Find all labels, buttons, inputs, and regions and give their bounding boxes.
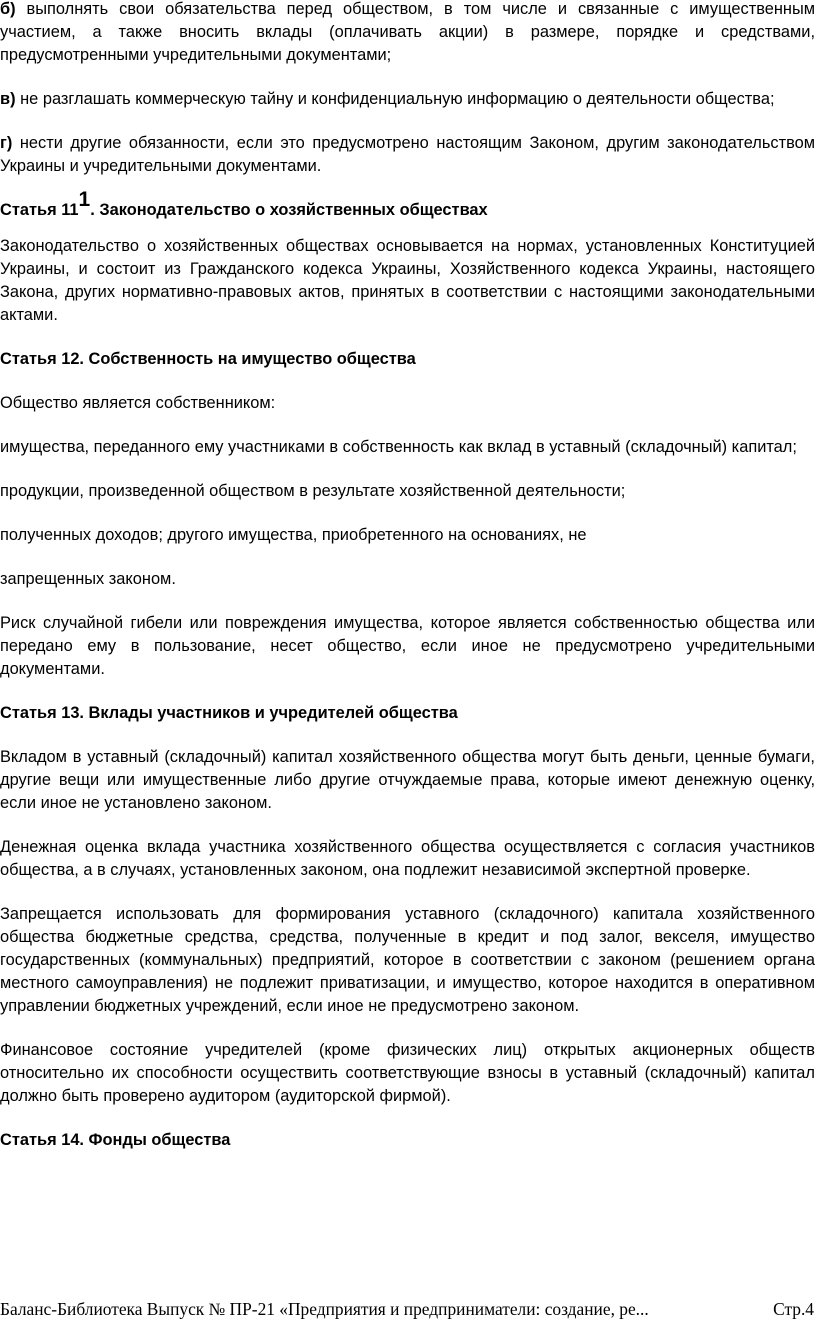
- article-label: Статья 11: [0, 201, 79, 219]
- article-13-paragraph: Финансовое состояние учредителей (кроме физических лиц) открытых акционерных обществ относительно их способности осуществить соответствующие взносы в уставный (складочный) капитал должно быть проверено аудитором (аудиторской фирмой).: [0, 1041, 815, 1105]
- item-marker: б): [0, 0, 16, 18]
- article-12-paragraph: продукции, произведенной обществом в результате хозяйственной деятельности;: [0, 482, 626, 500]
- article-11-1-paragraph: Законодательство о хозяйственных обществах основывается на нормах, установленных Конституцией Украины, и состоит из Гражданского кодекса Украины, Хозяйственного кодекса Украины, настоящего Закона, других нормативно-правовых актов, принятых в соответствии с настоящими законодательными актами.: [0, 237, 815, 324]
- article-superscript: 1: [78, 187, 91, 211]
- article-12-heading: [0, 348, 815, 371]
- item-marker: г): [0, 134, 13, 152]
- footer-source-text: Баланс-Библиотека Выпуск № ПР-21 «Предприятия и предприниматели: создание, ре...: [0, 1299, 649, 1319]
- page-footer: [0, 1298, 816, 1320]
- obligation-item-b: [0, 0, 815, 67]
- article-13-paragraph: Вкладом в уставный (складочный) капитал хозяйственного общества могут быть деньги, ценные бумаги, другие вещи или имущественные либо другие отчуждаемые права, которые имеют денежную оценку, если иное не установлено законом.: [0, 748, 815, 812]
- article-12-paragraph: полученных доходов; другого имущества, приобретенного на основаниях, не: [0, 526, 587, 544]
- item-text: выполнять свои обязательства перед обществом, в том числе и связанные с имущественным участием, а также вносить вклады (оплачивать акции) в размере, порядке и средствами, предусмотренными учредительными документами;: [0, 0, 815, 64]
- article-13-paragraph: Запрещается использовать для формирования уставного (складочного) капитала хозяйственного общества бюджетные средства, средства, полученные в кредит и под залог, векселя, имущество государственных (коммунальных) предприятий, которое в соответствии с законом (решением органа местного самоуправления) не подлежит приватизации, и имущество, которое находится в оперативном управлении бюджетных учреждений, если иное не предусмотрено законом.: [0, 905, 815, 1015]
- obligation-item-g: [0, 132, 815, 178]
- article-title: Вклады участников и учредителей общества: [84, 704, 458, 722]
- article-12-paragraph: запрещенных законом.: [0, 570, 176, 588]
- page-number: Стр.4: [773, 1299, 814, 1319]
- article-title: Собственность на имущество общества: [84, 350, 416, 368]
- article-label: Статья 12.: [0, 350, 84, 368]
- item-text: нести другие обязанности, если это предусмотрено настоящим Законом, другим законодательством Украины и учредительными документами.: [0, 134, 815, 175]
- article-12-paragraph: Общество является собственником:: [0, 394, 276, 412]
- article-13-heading: [0, 702, 815, 725]
- article-12-paragraph: имущества, переданного ему участниками в собственность как вклад в уставный (складочный) капитал;: [0, 438, 797, 456]
- item-marker: в): [0, 90, 16, 108]
- article-13-paragraph: Денежная оценка вклада участника хозяйственного общества осуществляется с согласия участников общества, а в случаях, установленных законом, она подлежит независимой экспертной проверке.: [0, 838, 815, 879]
- article-14-heading: [0, 1129, 815, 1152]
- article-label: Статья 14.: [0, 1131, 84, 1149]
- article-label: Статья 13.: [0, 704, 84, 722]
- item-text: не разглашать коммерческую тайну и конфиденциальную информацию о деятельности общества;: [20, 90, 775, 108]
- article-title: . Законодательство о хозяйственных обществах: [90, 201, 488, 219]
- article-12-paragraph: Риск случайной гибели или повреждения имущества, которое является собственностью общества или передано ему в пользование, несет общество, если иное не предусмотрено учредительными документами.: [0, 614, 815, 678]
- obligation-item-v: [0, 88, 815, 111]
- article-11-1-heading: [0, 187, 815, 222]
- article-title: Фонды общества: [84, 1131, 231, 1149]
